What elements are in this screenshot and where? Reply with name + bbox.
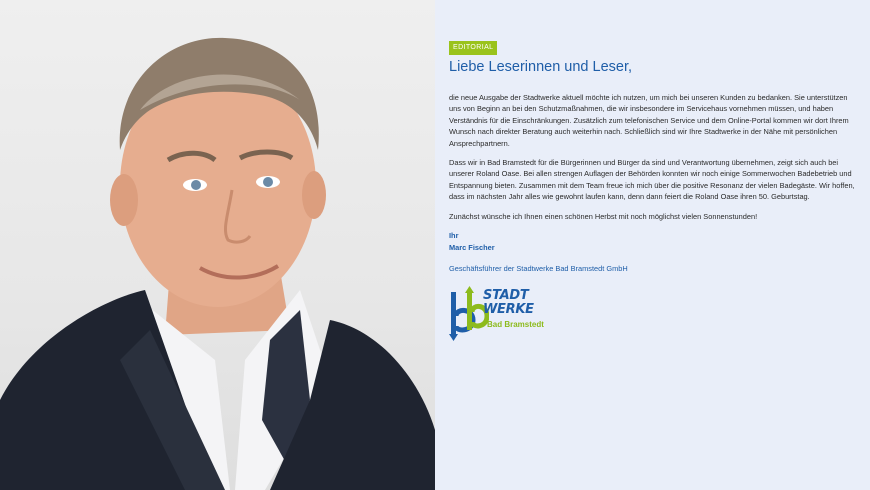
editorial-paragraph: Dass wir in Bad Bramstedt für die Bürgerinnen und Bürger da sind und Verantwortung übernehmen, zeigt sich auch bei unserer Roland Oase. Bei allen strengen Auflagen der Behörden konnten wir noch einige Sommerwochen Badebetrieb und Entspannung bieten. Zusammen mit dem Team freue ich mich über die positive Resonanz der vielen Badegäste. Wir hoffen, dass im nächsten Jahr alles wie gewohnt laufen kann, denn dann feiert die Roland Oase ihren 50. Geburtstag. [449, 158, 855, 202]
editorial-panel [435, 0, 870, 490]
editorial-paragraph: die neue Ausgabe der Stadtwerke aktuell möchte ich nutzen, um mich bei unseren Kunden zu bedanken. Sie unterstützen uns von Beginn an bei den Schutzmaßnahmen, die wir insbesondere im Servicehaus vornehmen müssen, und haben Verständnis für die Einschränkungen. Zusätzlich zum telefonischen Service und dem Online-Portal kommen wir dort Ihrem Wunsch nach direkter Beratung auch weiterhin nach. Schließlich sind wir Ihre Stadtwerke in der Nähe mit persönlichen Ansprechpartnern. [449, 93, 849, 148]
stadtwerke-logo [449, 286, 559, 342]
logo-line-stadt: STADT [483, 287, 529, 303]
logo-line-location: Bad Bramstedt [487, 319, 544, 329]
editorial-tag: EDITORIAL [449, 41, 497, 55]
signature-salutation: Ihr [449, 231, 459, 241]
signature-role: Geschäftsführer der Stadtwerke Bad Bramstedt GmbH [449, 263, 628, 273]
signature-name: Marc Fischer [449, 242, 495, 252]
logo-line-werke: WERKE [483, 301, 534, 317]
editorial-paragraph: Zunächst wünsche ich Ihnen einen schönen Herbst mit noch möglichst vielen Sonnenstunden! [449, 211, 758, 221]
editorial-headline: Liebe Leserinnen und Leser, [449, 59, 633, 75]
signature-block [449, 230, 856, 254]
